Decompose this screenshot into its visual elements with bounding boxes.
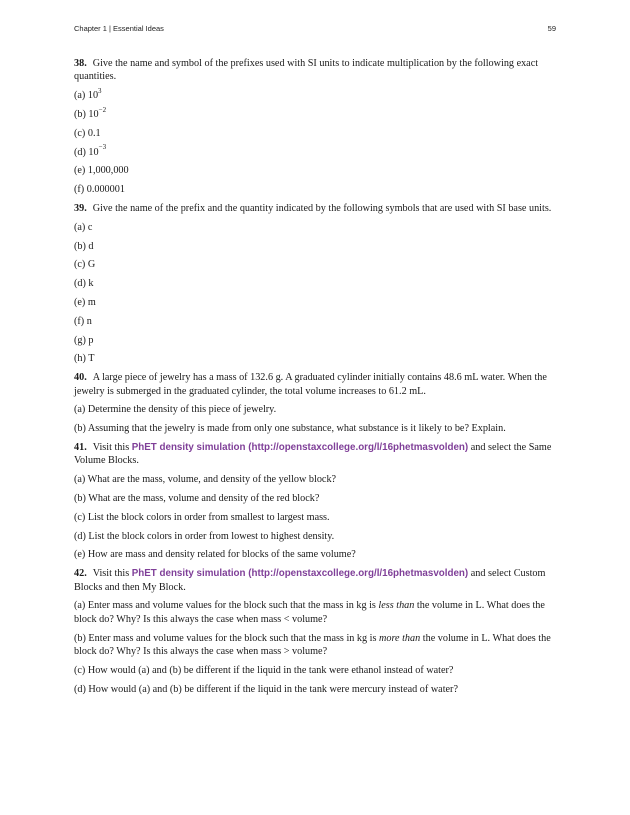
page-content <box>74 57 556 701</box>
answer-item: (c) G <box>74 259 96 271</box>
answer-item: (b) What are the mass, volume and density of the red block? <box>74 492 320 504</box>
answer-item: (d) How would (a) and (b) be different if the liquid in the tank were mercury instead of water? <box>74 683 458 695</box>
answer-item: (a) $10^3$ <box>74 86 102 102</box>
question-41: 41. Visit this PhET density simulation (http://openstaxcollege.org/l/16phetmasvolden) and select the Same Volume Blocks. <box>74 441 552 467</box>
question-42: 42. Visit this PhET density simulation (http://openstaxcollege.org/l/16phetmasvolden) and select Custom Blocks and then My Block. <box>74 568 546 593</box>
page-header <box>74 24 556 33</box>
phet-density-link[interactable]: PhET density simulation (http://openstaxcollege.org/l/16phetmasvolden) <box>131 441 469 453</box>
question-38 <box>74 57 556 84</box>
answer-item: (a) What are the mass, volume, and density of the yellow block? <box>74 474 337 486</box>
answer-item: (e) 1,000,000 <box>74 165 129 177</box>
answer-item: (c) List the block colors in order from smallest to largest mass. <box>74 511 330 523</box>
phet-density-link[interactable]: PhET density simulation (http://openstaxcollege.org/l/16phetmasvolden) <box>131 568 469 580</box>
question-39 <box>74 202 556 215</box>
answer-item: (c) 0.1 <box>74 127 101 139</box>
answer-item: (d) $10^{-3}$ <box>74 143 107 158</box>
chapter-title: Chapter 1 | Essential Ideas <box>74 24 164 33</box>
question-number: 40. <box>74 372 87 384</box>
question-number: 39. <box>74 202 87 214</box>
answer-item: (b) d <box>74 240 94 252</box>
answer-item: (b) $10^{-2}$ <box>74 105 107 120</box>
answer-item: (h) T <box>74 353 95 365</box>
question-text: Give the name and symbol of the prefixes used with SI units to indicate multiplication by the following exact quantities. <box>74 58 539 83</box>
answer-item: (e) m <box>74 296 96 308</box>
answer-item: (d) List the block colors in order from lowest to highest density. <box>74 530 335 542</box>
answer-item: (a) Enter mass and volume values for the block such that the mass in kg is less than the volume in L. What does the block do? Why? Is this always the case when mass < volume? <box>74 600 545 625</box>
answer-item: (b) Enter mass and volume values for the block such that the mass in kg is more than the volume in L. What does the block do? Why? Is this always the case when mass > volume? <box>74 632 551 657</box>
answer-item: (a) Determine the density of this piece of jewelry. <box>74 404 277 416</box>
answer-item: (g) p <box>74 334 94 346</box>
answer-item: (e) How are mass and density related for blocks of the same volume? <box>74 549 356 561</box>
answer-item: (a) c <box>74 221 93 233</box>
question-text: A large piece of jewelry has a mass of 132.6 g. A graduated cylinder initially contains 48.6 mL water. When the jewelry is submerged in the graduated cylinder, the total volume increases to 61.2 mL. <box>74 372 547 397</box>
question-40 <box>74 371 556 398</box>
question-number: 41. <box>74 441 87 453</box>
answer-item: (f) n <box>74 315 92 327</box>
answer-item: (f) 0.000001 <box>74 184 125 196</box>
question-number: 42. <box>74 568 87 580</box>
answer-item: (b) Assuming that the jewelry is made from only one substance, what substance is it likely to be? Explain. <box>74 423 506 435</box>
page-number: 59 <box>547 24 556 33</box>
answer-item: (c) How would (a) and (b) be different if the liquid in the tank were ethanol instead of water? <box>74 664 454 676</box>
question-number: 38. <box>74 58 87 69</box>
question-text: Give the name of the prefix and the quantity indicated by the following symbols that are used with SI base units. <box>92 202 552 214</box>
answer-item: (d) k <box>74 278 94 290</box>
